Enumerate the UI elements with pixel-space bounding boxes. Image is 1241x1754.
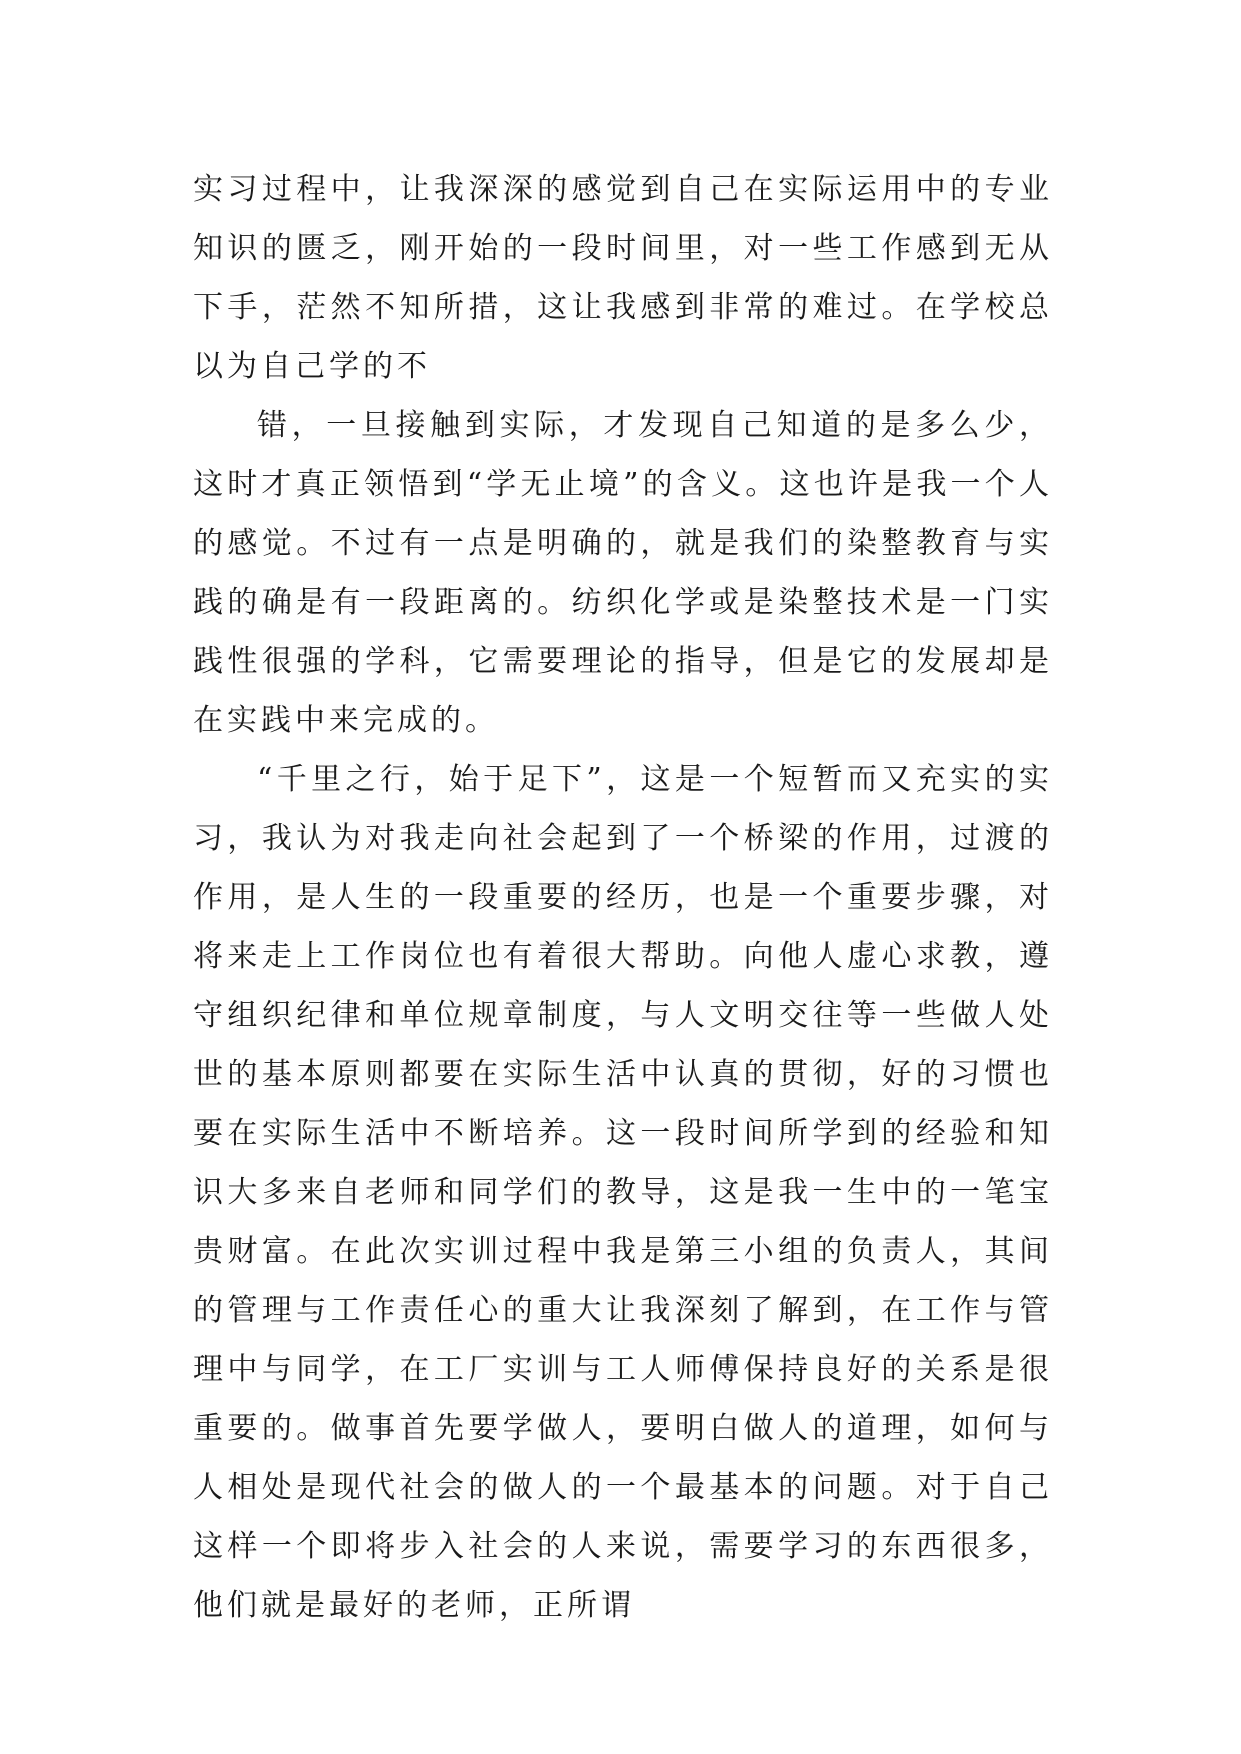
paragraph-1: 实习过程中，让我深深的感觉到自己在实际运用中的专业知识的匮乏，刚开始的一段时间里，对一些工作感到无从下手，茫然不知所措，这让我感到非常的难过。在学校总以为自己学的不 — [193, 172, 1053, 384]
document-body — [193, 160, 1053, 1635]
paragraph-2: 错，一旦接触到实际，才发现自己知道的是多么少，这时才真正领悟到“学无止境”的含义。这也许是我一个人的感觉。不过有一点是明确的，就是我们的染整教育与实践的确是有一段距离的。纺织化学或是染整技术是一门实践性很强的学科，它需要理论的指导，但是它的发展却是在实践中来完成的。 — [193, 408, 1053, 738]
paragraph-3: “千里之行，始于足下”，这是一个短暂而又充实的实习，我认为对我走向社会起到了一个桥梁的作用，过渡的作用，是人生的一段重要的经历，也是一个重要步骤，对将来走上工作岗位也有着很大帮助。向他人虚心求教，遵守组织纪律和单位规章制度，与人文明交往等一些做人处世的基本原则都要在实际生活中认真的贯彻，好的习惯也要在实际生活中不断培养。这一段时间所学到的经验和知识大多来自老师和同学们的教导，这是我一生中的一笔宝贵财富。在此次实训过程中我是第三小组的负责人，其间的管理与工作责任心的重大让我深刻了解到，在工作与管理中与同学，在工厂实训与工人师傅保持良好的关系是很重要的。做事首先要学做人，要明白做人的道理，如何与人相处是现代社会的做人的一个最基本的问题。对于自己这样一个即将步入社会的人来说，需要学习的东西很多，他们就是最好的老师，正所谓 — [193, 762, 1053, 1623]
